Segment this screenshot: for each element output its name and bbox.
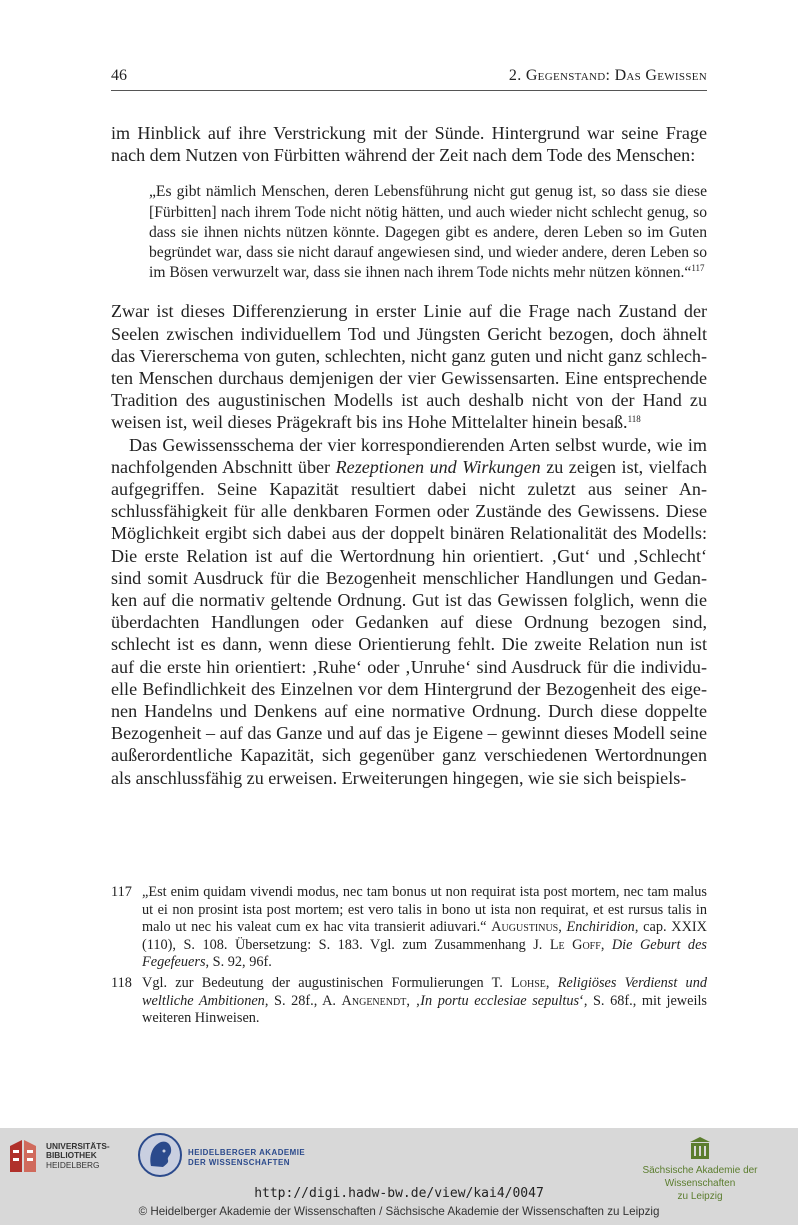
footnote-ref-118[interactable]: 118	[627, 414, 641, 425]
paragraph-2	[111, 300, 707, 433]
footnote-text	[142, 975, 707, 1028]
author-name: Augustinus	[491, 919, 559, 936]
paragraph-3	[111, 434, 707, 789]
main-text	[111, 122, 707, 789]
footnote-text-part: , cap. XXIX (110), S. 108. Übersetzung: S. 183. Vgl. zum Zusammenhang J.	[142, 919, 708, 953]
footnote-text-part: ‘, S. 68f., mit jeweils weiteren Hinweisen.	[142, 992, 707, 1027]
paragraph-1: im Hinblick auf ihre Verstrickung mit der Sünde. Hintergrund war seine Frage nach dem Nutzen von Fürbitten während der Zeit nach dem Tode des Menschen:	[111, 123, 707, 166]
digitization-footer	[0, 1128, 798, 1225]
ub-heidelberg-logo[interactable]	[8, 1138, 128, 1178]
footnote-number: 118	[111, 974, 132, 991]
chapter-title	[509, 67, 707, 85]
author-name: Lohse	[511, 974, 546, 991]
page-number: 46	[111, 67, 127, 84]
quote-text: „Es gibt nämlich Menschen, deren Lebensführung nicht gut genug ist, so dass sie diese [Fürbitten] nach ihrem Tode nicht nötig hätten, und auch wieder nicht schlecht genug, so dass sie ihnen nichts nützen könnte. Dagegen gibt es andere, deren Leben so im Guten begründet war, dass sie nicht darauf angewiesen sind, und wieder andere, deren Leben so im Bösen verwurzelt war, dass sie ihnen nach ihrem Tode nichts mehr nützen können.“	[149, 183, 707, 282]
chapter-name: Das Gewissen	[614, 67, 707, 84]
permalink-url[interactable]: http://digi.hadw-bw.de/view/kai4/0047	[254, 1186, 544, 1201]
footnote-text-part: , S. 28f., A.	[264, 992, 342, 1009]
ub-building-icon	[8, 1138, 38, 1174]
author-name: Angenendt	[341, 992, 407, 1009]
ub-line-1: UNIVERSITÄTS-	[46, 1141, 110, 1151]
copyright-notice: © Heidelberger Akademie der Wissenschaften / Sächsische Akademie der Wissenschaften zu Leipzig	[138, 1205, 660, 1218]
paragraph-3-emphasis: Rezeptionen und Wirkungen	[335, 456, 541, 477]
running-header	[111, 64, 707, 91]
footnote-text-part: , S. 92, 96f.	[205, 954, 272, 971]
ub-line-3: HEIDELBERG	[46, 1159, 100, 1170]
ub-line-2: BIBLIOTHEK	[46, 1150, 97, 1161]
paragraph-3-start: Das Gewissensschema der vier korrespondierenden Arten selbst wurde, wie im nachfolgenden Abschnitt über	[111, 434, 707, 477]
footnote-text-part: ,	[558, 919, 567, 936]
footnotes	[111, 884, 707, 1031]
chapter-prefix: 2. Gegenstand:	[508, 67, 611, 84]
paragraph-2-text: Zwar ist dieses Differenzierung in erster Linie auf die Frage nach Zustand der Seelen zwischen individuellem Tod und Jüngsten Gericht bezogen, doch ähnelt das Viererschema von guten, schlechten, nicht ganz guten und nicht ganz schlechten Menschen durchaus demjenigen der vier Gewissensarten. Eine entsprechende Tradition des augustinischen Modells ist auch deshalb nicht von der Hand zu weisen ist, weil dieses Prägekraft bis ins Hohe Mittelalter hinein besaß.	[111, 301, 707, 433]
block-quote	[149, 182, 707, 283]
saw-building-icon	[610, 1136, 790, 1162]
footnote-ref-117[interactable]: 117	[691, 263, 705, 274]
work-title: Enchiridion	[566, 919, 635, 936]
footnote-117	[111, 884, 707, 972]
hadw-line-2: DER WISSENSCHAFTEN	[188, 1158, 290, 1167]
footnote-text-part: „Est enim quidam vivendi modus, nec tam bonus ut non requirat ista post mortem, nec tam malus ut ei non prosint ista post mortem; est vero talis in bono ut ista non requirat, et est rursus talis in malo ut nec his valeat cum ex hac vita transierit adiuvari.“	[142, 884, 707, 936]
hadw-name	[188, 1148, 305, 1168]
footnote-text	[142, 884, 707, 972]
hadw-logo[interactable]	[137, 1132, 337, 1182]
footnote-text-part: , ‚	[406, 992, 421, 1009]
footnote-118	[111, 975, 707, 1028]
work-title: Religiöses Verdienst und weltliche Ambitionen	[142, 974, 707, 1009]
ub-name	[46, 1142, 110, 1170]
footnote-text-part: ,	[545, 974, 558, 991]
saw-line-2: zu Leipzig	[677, 1191, 723, 1202]
athena-head-icon	[137, 1132, 183, 1178]
hadw-line-1: HEIDELBERGER AKADEMIE	[188, 1148, 306, 1157]
work-title: In portu ecclesiae sepultus	[420, 992, 580, 1009]
work-title: Die Geburt des Fegefeuers	[142, 936, 707, 971]
paragraph-3-rest: zu zeigen ist, vielfach aufgegriffen. Seine Kapazität resultiert dabei nicht zuletzt aus seiner Anschlussfähigkeit für alle denkbaren Formen oder Zustände des Gewissens. Diese Möglichkeit ergibt sich dabei aus der doppelt binären Relationalität des Modells: Die erste Relation ist auf die Wertordnung hin orientiert. ‚Gut‘ und ‚Schlecht‘ sind somit Ausdruck für die Bezogenheit menschlicher Handlungen und Gedanken auf die normativ geltende Ordnung. Gut ist das Gewissen folglich, wenn die überdachten Handlungen oder Gedanken auf diese Ordnung bezogen sind, schlecht ist es dann, wenn diese Orientierung fehlt. Die zweite Relation nun ist auf die erste hin orientiert: ‚Ruhe‘ oder ‚Unruhe‘ sind Ausdruck für die individuelle Befindlichkeit des Einzelnen vor dem Hintergrund der Bezogenheit des eigenen Handelns und Denkens auf eine normative Ordnung. Durch diese doppelte Bezogenheit – auf das Ganze und auf das je Eigene – gewinnt dieses Modell seine außerordentliche Kapazität, sich gegenüber ganz verschiedenen Wertordnungen als anschlussfähig zu erweisen. Erweiterungen hingegen, wie sie sich beispiels-	[111, 456, 707, 788]
footnote-text-part: ,	[600, 936, 612, 953]
author-name: Le Goff	[549, 936, 601, 953]
footnote-number: 117	[111, 884, 132, 900]
saw-line-1: Sächsische Akademie der Wissenschaften	[642, 1165, 758, 1189]
footnote-text-part: Vgl. zur Bedeutung der augustinischen Formulierungen T.	[142, 974, 512, 991]
